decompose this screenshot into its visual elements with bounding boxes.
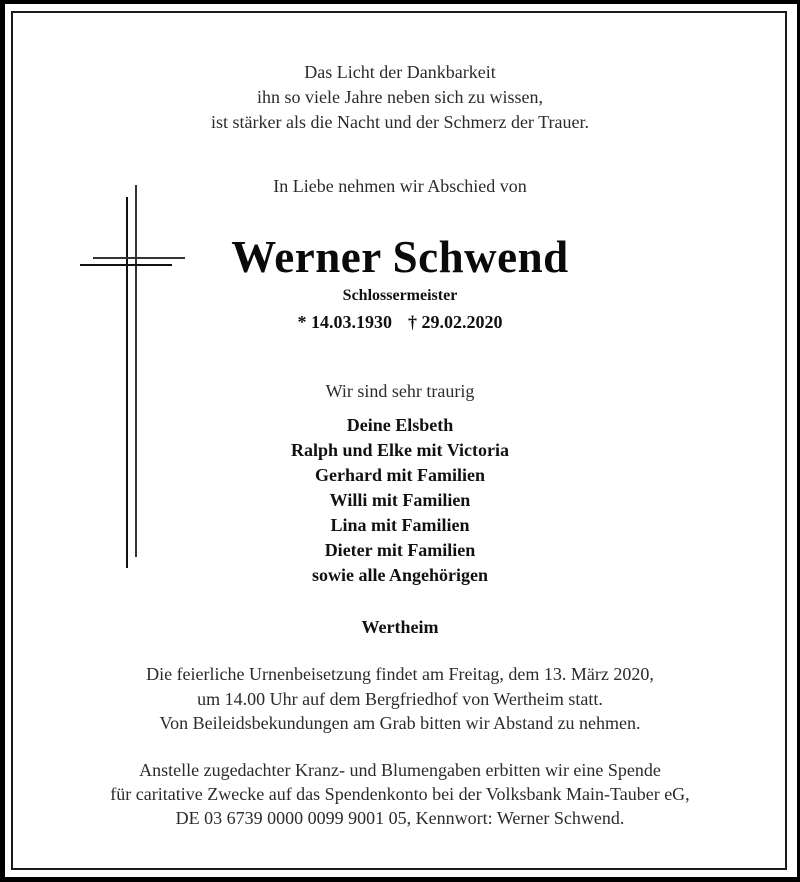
- motto-line: ist stärker als die Nacht und der Schmerz der Trauer.: [211, 112, 589, 132]
- funeral-line: um 14.00 Uhr auf dem Bergfriedhof von Wertheim statt.: [197, 689, 603, 709]
- motto-line: ihn so viele Jahre neben sich zu wissen,: [257, 87, 543, 107]
- donation-line: für caritative Zwecke auf das Spendenkonto bei der Volksbank Main-Tauber eG,: [110, 784, 690, 804]
- deceased-name: Werner Schwend: [231, 232, 569, 282]
- mourner-name: sowie alle Angehörigen: [312, 565, 488, 585]
- death-date: † 29.02.2020: [408, 312, 503, 332]
- farewell-intro: In Liebe nehmen wir Abschied von: [273, 176, 527, 196]
- motto-line: Das Licht der Dankbarkeit: [304, 62, 496, 82]
- mourner-name: Willi mit Familien: [329, 490, 471, 510]
- mourner-name: Lina mit Familien: [330, 515, 470, 535]
- mourner-name: Ralph und Elke mit Victoria: [290, 440, 510, 460]
- deceased-profession: Schlossermeister: [342, 287, 458, 304]
- mourner-name: Deine Elsbeth: [346, 415, 454, 435]
- funeral-line: Die feierliche Urnenbeisetzung findet am Freitag, dem 13. März 2020,: [146, 664, 654, 684]
- life-dates: [0, 312, 800, 333]
- mourners-intro: Wir sind sehr traurig: [325, 381, 475, 401]
- mourner-name: Gerhard mit Familien: [315, 465, 485, 485]
- birth-date: * 14.03.1930: [297, 312, 392, 332]
- mourner-name: Dieter mit Familien: [324, 540, 476, 560]
- place: Wertheim: [361, 617, 439, 637]
- donation-line: Anstelle zugedachter Kranz- und Blumengaben erbitten wir eine Spende: [139, 760, 661, 780]
- funeral-line: Von Beileidsbekundungen am Grab bitten wir Abstand zu nehmen.: [159, 713, 641, 733]
- donation-line: DE 03 6739 0000 0099 9001 05, Kennwort: Werner Schwend.: [175, 808, 625, 828]
